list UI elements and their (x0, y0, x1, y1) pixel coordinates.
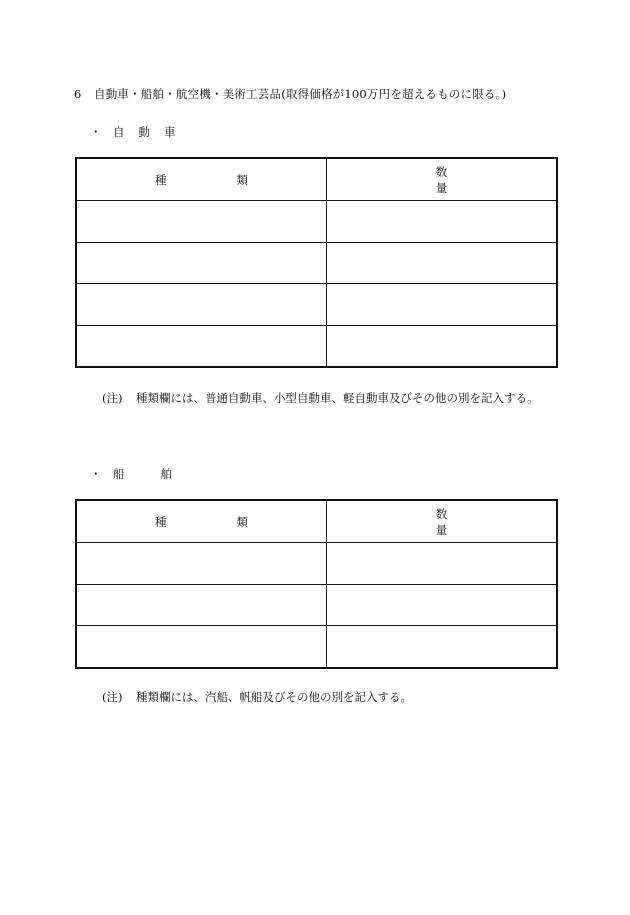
section-number: 6 (74, 87, 82, 101)
ships-table (76, 500, 557, 668)
ships-kind-cell[interactable] (77, 543, 327, 585)
ships-note-tag: (注) (102, 690, 123, 704)
section-heading (74, 86, 506, 102)
cars-kind-cell[interactable] (77, 242, 327, 284)
ships-qty-cell[interactable] (327, 584, 557, 626)
cars-table-header-row (77, 159, 557, 201)
cars-kind-cell[interactable] (77, 325, 327, 367)
cars-bullet: ・ (90, 125, 102, 139)
table-row (77, 201, 557, 243)
cars-note (102, 390, 539, 406)
ships-col-kind-header: 種類 (77, 501, 327, 543)
section-title: 自動車・船舶・航空機・美術工芸品(取得価格が100万円を超えるものに限る。) (94, 87, 507, 101)
ships-subheading (90, 466, 208, 482)
cars-subheading (90, 124, 190, 140)
cars-label: 自動車 (113, 125, 190, 139)
table-row (77, 325, 557, 367)
table-row (77, 284, 557, 326)
ships-qty-cell[interactable] (327, 543, 557, 585)
cars-qty-cell[interactable] (327, 242, 557, 284)
table-row (77, 584, 557, 626)
cars-qty-cell[interactable] (327, 284, 557, 326)
ships-note (102, 689, 412, 705)
ships-note-text: 種類欄には、汽船、帆船及びその他の別を記入する。 (136, 690, 412, 704)
ships-kind-cell[interactable] (77, 626, 327, 668)
cars-qty-cell[interactable] (327, 201, 557, 243)
table-row (77, 543, 557, 585)
cars-note-tag: (注) (102, 391, 123, 405)
ships-qty-cell[interactable] (327, 626, 557, 668)
table-row (77, 626, 557, 668)
table-row (77, 242, 557, 284)
ships-col-qty-header: 数量 (327, 501, 557, 543)
ships-bullet: ・ (90, 467, 102, 481)
cars-table (76, 158, 557, 367)
cars-col-qty-header: 数量 (327, 159, 557, 201)
cars-col-kind-header: 種類 (77, 159, 327, 201)
ships-table-header-row (77, 501, 557, 543)
ships-label: 船舶 (113, 467, 208, 481)
cars-kind-cell[interactable] (77, 201, 327, 243)
cars-qty-cell[interactable] (327, 325, 557, 367)
cars-kind-cell[interactable] (77, 284, 327, 326)
cars-note-text: 種類欄には、普通自動車、小型自動車、軽自動車及びその他の別を記入する。 (136, 391, 539, 405)
ships-kind-cell[interactable] (77, 584, 327, 626)
